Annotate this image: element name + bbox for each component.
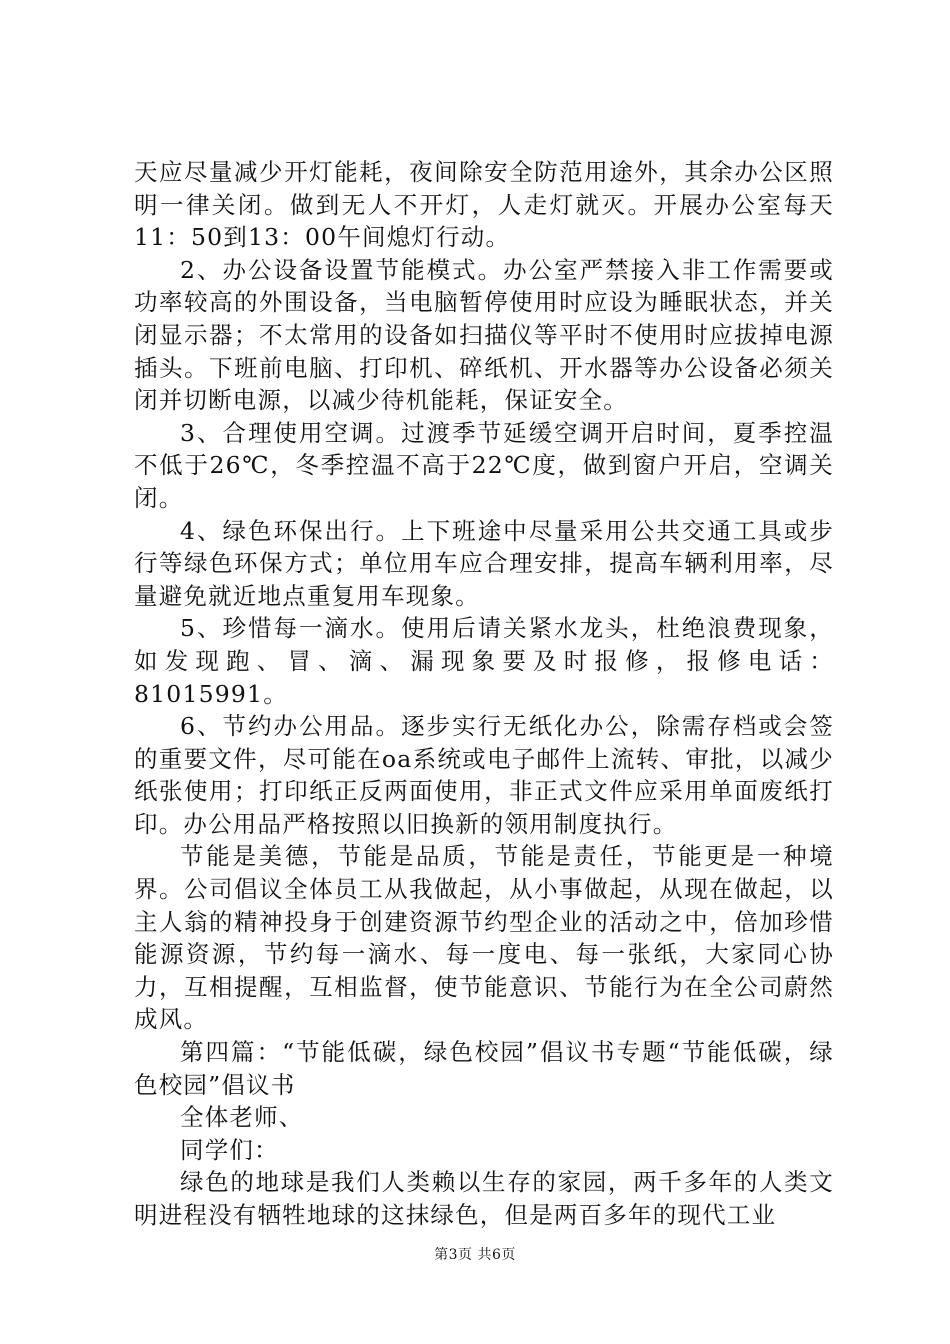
- page-number-footer: 第3页 共6页: [434, 1247, 516, 1263]
- paragraph: 3、合理使用空调。过渡季节延缓空调开启时间，夏季控温不低于26℃，冬季控温不高于22℃度，做到窗户开启，空调关闭。: [134, 418, 834, 512]
- salutation-line: 全体老师、: [180, 1103, 304, 1132]
- salutation-line: 同学们：: [180, 1135, 279, 1164]
- paragraph: 6、节约办公用品。逐步实行无纸化办公，除需存档或会签的重要文件，尽可能在oa系统或电子邮件上流转、审批，以减少纸张使用；打印纸正反两面使用，非正式文件应采用单面废纸打印。办公用品严格按照以旧换新的领用制度执行。: [134, 712, 834, 838]
- document-body: [134, 156, 834, 1232]
- paragraph: 4、绿色环保出行。上下班途中尽量采用公共交通工具或步行等绿色环保方式；单位用车应合理安排，提高车辆利用率，尽量避免就近地点重复用车现象。: [134, 516, 834, 610]
- paragraph: 天应尽量减少开灯能耗，夜间除安全防范用途外，其余办公区照明一律关闭。做到无人不开灯，人走灯就灭。开展办公室每天11：50到13：00午间熄灯行动。: [134, 158, 834, 252]
- section-heading: 第四篇：“节能低碳，绿色校园”倡议书专题“节能低碳，绿色校园”倡议书: [134, 1038, 834, 1099]
- paragraph: 5、珍惜每一滴水。使用后请关紧水龙头，杜绝浪费现象，如发现跑、冒、滴、漏现象要及时报修，报修电话：81015991。: [134, 614, 834, 708]
- paragraph: 节能是美德，节能是品质，节能是责任，节能更是一种境界。公司倡议全体员工从我做起，从小事做起，从现在做起，以主人翁的精神投身于创建资源节约型企业的活动之中，倍加珍惜能源资源，节约每一滴水、每一度电、每一张纸，大家同心协力，互相提醒，互相监督，使节能意识、节能行为在全公司蔚然成风。: [134, 842, 834, 1034]
- paragraph: 2、办公设备设置节能模式。办公室严禁接入非工作需要或功率较高的外围设备，当电脑暂停使用时应设为睡眠状态，并关闭显示器；不太常用的设备如扫描仪等平时不使用时应拔掉电源插头。下班前电脑、打印机、碎纸机、开水器等办公设备必须关闭并切断电源，以减少待机能耗，保证安全。: [134, 255, 834, 415]
- paragraph: 绿色的地球是我们人类赖以生存的家园，两千多年的人类文明进程没有牺牲地球的这抹绿色，但是两百多年的现代工业: [134, 1168, 834, 1229]
